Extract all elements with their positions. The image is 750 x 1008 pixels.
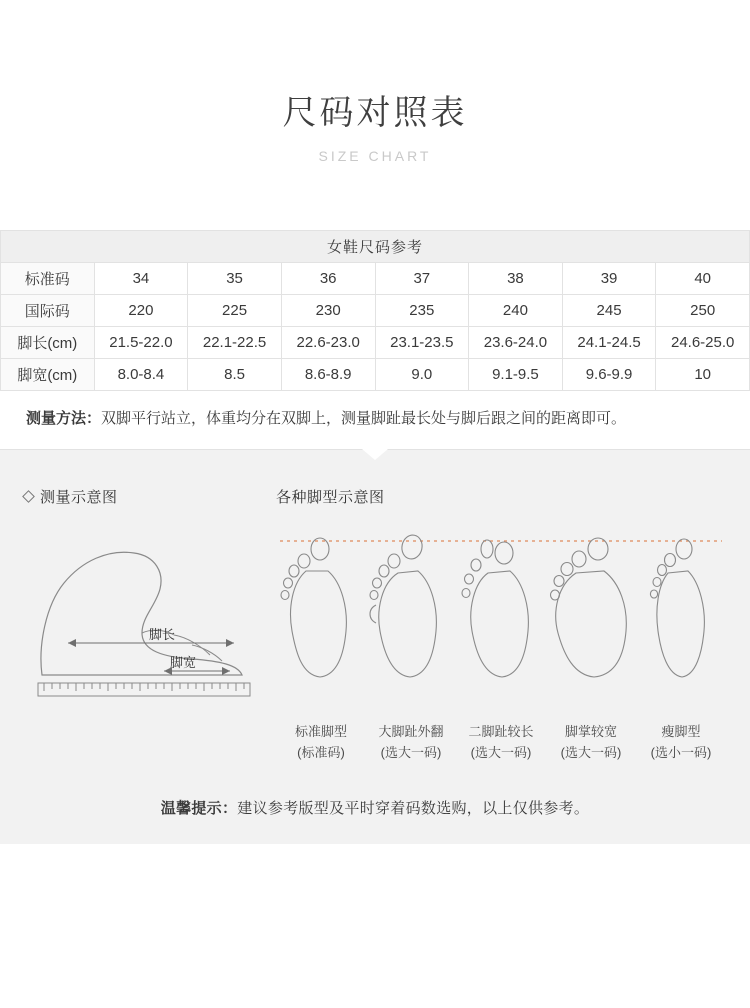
table-cell: 38	[469, 262, 563, 294]
foot-shape-standard	[281, 538, 346, 677]
table-cell: 250	[656, 294, 750, 326]
foot-type-advice: (选大一码)	[380, 744, 442, 760]
measure-diagram-title	[24, 486, 258, 507]
table-cell: 24.1-24.5	[562, 326, 656, 358]
measure-method-note	[0, 391, 750, 450]
table-cell: 24.6-25.0	[656, 326, 750, 358]
table-caption: 女鞋尺码参考	[1, 230, 750, 262]
foot-types-column	[258, 486, 726, 764]
table-cell: 34	[94, 262, 188, 294]
table-cell: 23.6-24.0	[469, 326, 563, 358]
table-cell: 23.1-23.5	[375, 326, 469, 358]
foot-type-item	[546, 721, 636, 764]
table-row	[1, 294, 750, 326]
table-cell: 37	[375, 262, 469, 294]
footer-tip-text: 建议参考版型及平时穿着码数选购，以上仅供参考。	[237, 800, 590, 818]
table-caption-row	[1, 230, 750, 262]
foot-type-name: 标准脚型	[294, 723, 347, 739]
table-row	[1, 262, 750, 294]
table-row	[1, 358, 750, 390]
foot-type-name: 瘦脚型	[661, 723, 701, 739]
table-cell: 220	[94, 294, 188, 326]
table-cell: 40	[656, 262, 750, 294]
foot-type-item	[636, 721, 726, 764]
table-cell: 22.6-23.0	[281, 326, 375, 358]
table-cell: 36	[281, 262, 375, 294]
foot-type-item	[276, 721, 366, 764]
foot-type-name: 大脚趾外翻	[378, 723, 444, 739]
row-label: 标准码	[1, 262, 95, 294]
row-label: 脚宽(cm)	[1, 358, 95, 390]
foot-type-name: 脚掌较宽	[564, 723, 617, 739]
foot-types-diagram	[276, 525, 726, 715]
foot-shape-slim	[650, 539, 704, 677]
foot-type-label-row	[276, 721, 726, 764]
foot-type-item	[456, 721, 546, 764]
size-chart-table	[0, 230, 750, 391]
foot-type-advice: (选小一码)	[650, 744, 712, 760]
row-label: 脚长(cm)	[1, 326, 95, 358]
table-cell: 8.6-8.9	[281, 358, 375, 390]
table-row	[1, 326, 750, 358]
measure-method-text: 双脚平行站立，体重均分在双脚上，测量脚趾最长处与脚后跟之间的距离即可。	[101, 409, 627, 427]
foot-type-advice: (标准码)	[297, 744, 345, 760]
diagram-panel	[0, 450, 750, 845]
foot-shape-wide	[551, 538, 627, 677]
table-cell: 8.5	[188, 358, 282, 390]
foot-shape-bunion	[370, 533, 436, 677]
table-cell: 240	[469, 294, 563, 326]
page-title-block	[0, 0, 750, 164]
foot-type-item	[366, 721, 456, 764]
foot-measure-diagram	[24, 525, 256, 715]
table-cell: 235	[375, 294, 469, 326]
table-cell: 9.0	[375, 358, 469, 390]
table-cell: 9.1-9.5	[469, 358, 563, 390]
measure-diagram-column	[24, 486, 258, 764]
measure-method-label: 测量方法：	[26, 409, 102, 427]
diamond-icon	[22, 490, 35, 503]
footer-tip	[0, 763, 750, 818]
table-cell: 21.5-22.0	[94, 326, 188, 358]
table-cell: 230	[281, 294, 375, 326]
table-cell: 39	[562, 262, 656, 294]
table-cell: 35	[188, 262, 282, 294]
foot-type-advice: (选大一码)	[560, 744, 622, 760]
table-cell: 22.1-22.5	[188, 326, 282, 358]
measure-diagram-title-text: 测量示意图	[40, 488, 118, 506]
foot-length-label: 脚长	[149, 626, 176, 642]
foot-types-title: 各种脚型示意图	[276, 488, 385, 506]
table-cell: 10	[656, 358, 750, 390]
page-title: 尺码对照表	[282, 94, 468, 132]
footer-tip-label: 温馨提示：	[160, 800, 238, 818]
foot-type-name: 二脚趾较长	[468, 723, 534, 739]
table-cell: 225	[188, 294, 282, 326]
table-cell: 9.6-9.9	[562, 358, 656, 390]
table-cell: 245	[562, 294, 656, 326]
table-cell: 8.0-8.4	[94, 358, 188, 390]
row-label: 国际码	[1, 294, 95, 326]
page-subtitle: SIZE CHART	[318, 147, 432, 164]
foot-type-advice: (选大一码)	[470, 744, 532, 760]
foot-shape-long-second-toe	[462, 540, 528, 677]
foot-width-label: 脚宽	[170, 654, 197, 670]
panel-arrow-icon	[362, 449, 388, 460]
size-table-wrapper	[0, 230, 750, 391]
